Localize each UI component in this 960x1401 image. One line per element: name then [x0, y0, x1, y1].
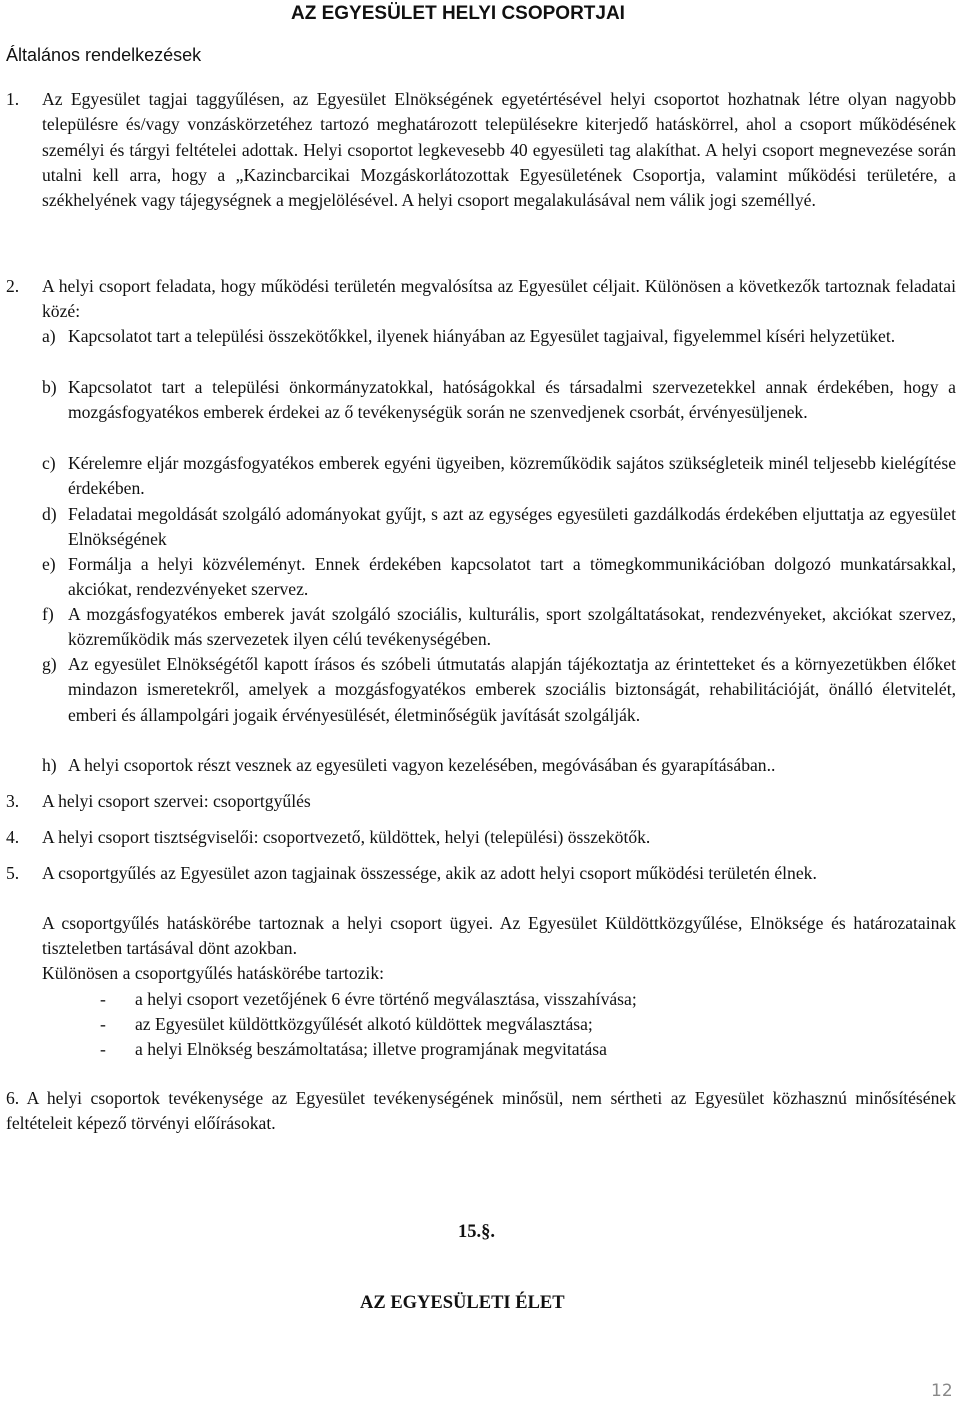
list-label-b: b) — [42, 377, 57, 397]
list-item-d: Feladatai megoldását szolgáló adományokat gyűjt, s azt az egységes egyesületi gazdálkodás érdekében eljuttatja az egyesület Elnökségének — [68, 504, 956, 550]
item-number-2: 2. — [6, 276, 20, 296]
item-number-3: 3. — [6, 791, 20, 811]
list-label-e: e) — [42, 554, 56, 574]
dash-item-2: az Egyesület küldöttközgyűlését alkotó küldöttek megválasztása; — [135, 1014, 593, 1034]
list-item-g: Az egyesület Elnökségétől kapott írásos és szóbeli útmutatás alapján tájékoztatja az érintetteket és a környezetükben élőket mindazon ismeretekről, amelyek a mozgásfogyatékos emberek szociális biztonságát, rehabilitációját, önálló életvitelét, emberi és állampolgári jogaik érvényesülését, életminőségük javítását szolgálják. — [68, 654, 956, 725]
paragraph-3: A helyi csoport szervei: csoportgyűlés — [42, 791, 311, 811]
list-label-c: c) — [42, 453, 56, 473]
paragraph-2: A helyi csoport feladata, hogy működési területén megvalósítsa az Egyesület céljait. Különösen a következők tartoznak feladatai közé: — [42, 276, 956, 322]
list-label-g: g) — [42, 654, 57, 674]
list-label-h: h) — [42, 755, 57, 775]
list-item-f: A mozgásfogyatékos emberek javát szolgáló szociális, kulturális, sport szolgáltatásokat, rendezvényeket, akciókat szervez, közreműködik más szervezetek ilyen célú tevékenységében. — [68, 604, 956, 650]
list-item-a: Kapcsolatot tart a települési összekötőkkel, ilyenek hiányában az Egyesület tagjaival, figyelemmel kíséri helyzetüket. — [68, 326, 896, 346]
paragraph-5c: Különösen a csoportgyűlés hatáskörébe tartozik: — [42, 963, 385, 983]
paragraph-5a: A csoportgyűlés az Egyesület azon tagjainak összessége, akik az adott helyi csoport működési területén élnek. — [42, 863, 817, 883]
section-heading: AZ EGYESÜLETI ÉLET — [360, 1293, 565, 1313]
paragraph-4: A helyi csoport tisztségviselői: csoportvezető, küldöttek, helyi (települési) összekötők. — [42, 827, 651, 847]
paragraph-5b: A csoportgyűlés hatáskörébe tartoznak a helyi csoport ügyei. Az Egyesület Küldöttközgyűlése, Elnöksége és határozatainak tiszteletben tartásával dönt azokban. — [42, 913, 956, 959]
item-number-5: 5. — [6, 863, 20, 883]
dash-3: - — [100, 1039, 106, 1059]
section-subtitle: Általános rendelkezések — [6, 45, 202, 65]
paragraph-6: 6. A helyi csoportok tevékenysége az Egyesület tevékenységének minősül, nem sértheti az Egyesület közhasznú minősítésének feltételeit képező törvényi előírásokat. — [6, 1088, 956, 1134]
list-label-f: f) — [42, 604, 54, 624]
list-item-c: Kérelemre eljár mozgásfogyatékos emberek egyéni ügyeiben, közreműködik sajátos szükségleteik minél teljesebb kielégítése érdekében. — [68, 453, 956, 499]
paragraph-1: Az Egyesület tagjai taggyűlésen, az Egyesület Elnökségének egyetértésével helyi csoportot hozhatnak létre olyan nagyobb településre és/vagy vonzáskörzetéhez tartozó meghatározott településekre kiterjedő hatáskörrel, ahol a csoport működésének személyi és tárgyi feltételei adottak. Helyi csoportot legkevesebb 40 egyesületi tag alakíthat. A helyi csoport megnevezése során utalni kell arra, hogy a „Kazincbarcikai Mozgáskorlátozottak Egyesületének Csoportja, valamint működési területére, a székhelyének vagy tájegységnek a megjelölésével. A helyi csoport megalakulásával nem válik jogi személlyé. — [42, 89, 956, 211]
item-number-1: 1. — [6, 89, 20, 109]
list-item-e: Formálja a helyi közvéleményt. Ennek érdekében kapcsolatot tart a tömegkommunikációban dolgozó munkatársakkal, akciókat, rendezvényeket szervez. — [68, 554, 956, 600]
section-number: 15.§. — [458, 1222, 495, 1242]
page-number: 12 — [931, 1381, 953, 1401]
list-item-h: A helyi csoportok részt vesznek az egyesületi vagyon kezelésében, megóvásában és gyarapításában.. — [68, 755, 776, 775]
list-label-d: d) — [42, 504, 57, 524]
dash-item-1: a helyi csoport vezetőjének 6 évre történő megválasztása, visszahívása; — [135, 989, 637, 1009]
dash-2: - — [100, 1014, 106, 1034]
item-number-4: 4. — [6, 827, 20, 847]
dash-item-3: a helyi Elnökség beszámoltatása; illetve programjának megvitatása — [135, 1039, 607, 1059]
page-title: AZ EGYESÜLET HELYI CSOPORTJAI — [291, 3, 625, 24]
list-item-b: Kapcsolatot tart a települési önkormányzatokkal, hatóságokkal és társadalmi szervezetekkel annak érdekében, hogy a mozgásfogyatékos emberek érdekei az ő tevékenységük során ne szenvedjenek csorbát, érvényesüljenek. — [68, 377, 956, 423]
dash-1: - — [100, 989, 106, 1009]
list-label-a: a) — [42, 326, 56, 346]
